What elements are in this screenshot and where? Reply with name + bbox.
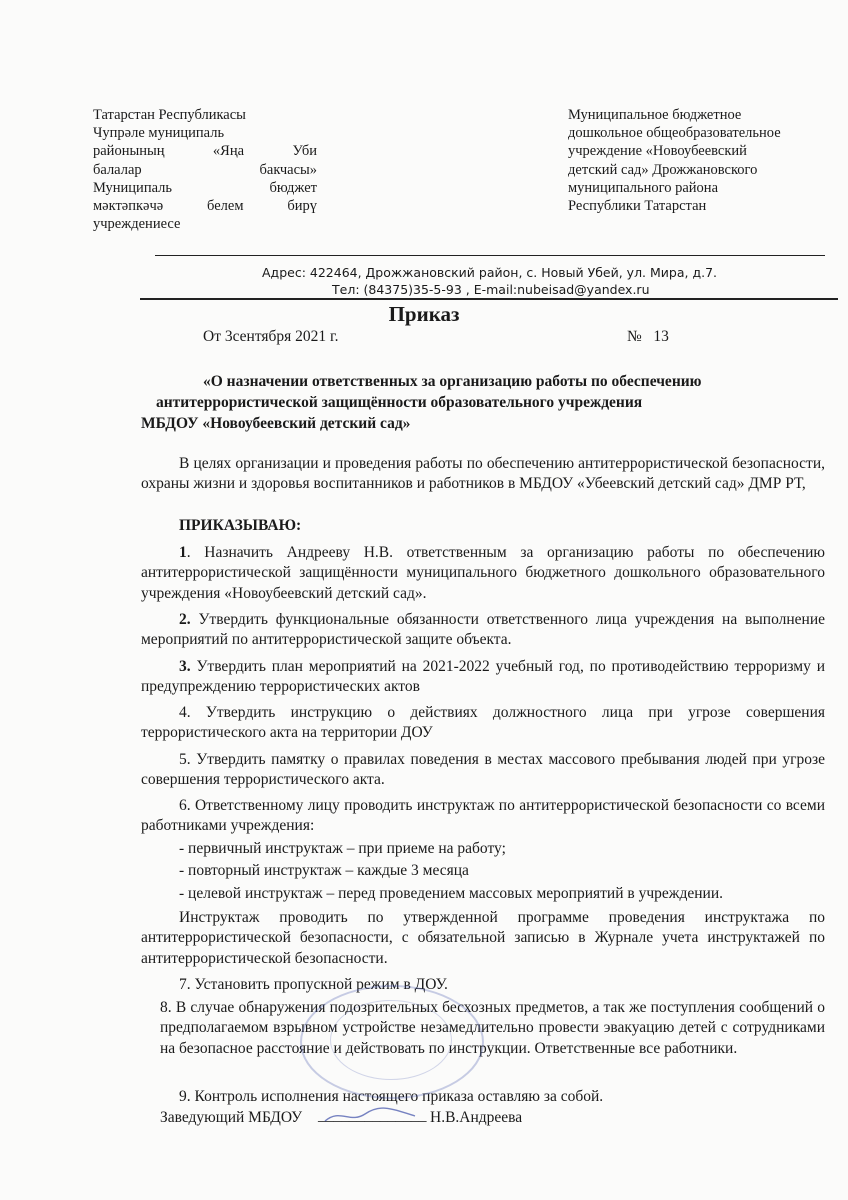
header-left-line: Муниципаль бюджет (93, 179, 317, 196)
item-text: Утвердить функциональные обязанности ответственного лица учреждения на выполнение мероприятий по антитеррористической защите объекта. (141, 611, 825, 649)
official-stamp-inner-ring (330, 1000, 452, 1080)
header-left-line: учреждениесе (93, 216, 181, 233)
header-left-line: районының «Яңа Уби (93, 143, 317, 160)
header-left-line: балалар бакчасы» (93, 161, 317, 178)
signature-line: ______________ (318, 1107, 427, 1124)
header-left-block (93, 106, 317, 233)
header-left-line: Татарстан Республикасы (93, 107, 246, 123)
subject-line: «О назначении ответственных за организацию работы по обеспечению (203, 373, 702, 390)
order-item-1 (141, 543, 825, 604)
header-right-line: дошкольное общеобразовательное (568, 125, 781, 142)
header-divider-top (155, 255, 825, 256)
header-left-line: мәктәпкәчә белем бирү (93, 198, 317, 215)
briefing-item: - первичный инструктаж – при приеме на работу; (179, 840, 506, 857)
order-item-7: 7. Установить пропускной режим в ДОУ. (179, 976, 448, 993)
order-number: № 13 (627, 328, 669, 345)
signature-title: Заведующий МБДОУ (160, 1109, 303, 1126)
item-text: . Назначить Андрееву Н.В. ответственным за организацию работы по обеспечению антитеррористической защищённости муниципального бюджетного дошкольного образовательного учреждения «Новоубеевский детский сад». (141, 544, 825, 602)
order-item-3 (141, 657, 825, 698)
header-right-line: муниципального района (568, 179, 718, 196)
subject-line: МБДОУ «Новоубеевский детский сад» (141, 415, 411, 432)
address-line: Адрес: 422464, Дрожжановский район, с. Новый Убей, ул. Мира, д.7. (262, 265, 717, 280)
briefing-item: - повторный инструктаж – каждые 3 месяца (179, 862, 469, 879)
order-item-5: 5. Утвердить памятку о правилах поведения в местах массового пребывания людей при угрозе совершения террористического акта. (141, 751, 825, 789)
header-right-line: Республики Татарстан (568, 198, 707, 215)
intro-paragraph: В целях организации и проведения работы по обеспечению антитеррористической безопасности, охраны жизни и здоровья воспитанников и работников в МБДОУ «Убеевский детский сад» ДМР РТ, (141, 455, 825, 493)
item-number: 3. (179, 658, 191, 675)
signature-name: Н.В.Андреева (430, 1109, 523, 1126)
briefing-item: - целевой инструктаж – перед проведением массовых мероприятий в учреждении. (179, 885, 723, 902)
header-right-line: детский сад» Дрожжановского (568, 161, 758, 178)
instruction-paragraph: Инструктаж проводить по утвержденной программе проведения инструктажа по антитеррористической безопасности, с обязательной записью в Журнале учета инструктажей по антитеррористической безопасности. (141, 909, 825, 967)
item-text: Утвердить план мероприятий на 2021-2022 учебный год, по противодействию терроризму и предупреждению террористических актов (141, 658, 825, 696)
header-right-line: Муниципальное бюджетное (568, 107, 742, 123)
header-left-line: Чупрәле муниципаль (93, 125, 225, 142)
header-right-block (568, 106, 828, 215)
order-item-4: 4. Утвердить инструкцию о действиях должностного лица при угрозе совершения террористического акта на территории ДОУ (141, 704, 825, 742)
header-divider-bottom (140, 298, 838, 300)
contacts-line: Тел: (84375)35-5-93 , E-mail:nubeisad@yandex.ru (332, 282, 650, 297)
item-number: 1 (179, 544, 187, 561)
handwritten-signature (320, 1106, 420, 1126)
item-number: 2. (179, 611, 191, 628)
order-item-9: 9. Контроль исполнения настоящего приказа оставляю за собой. (179, 1088, 604, 1105)
header-right-line: учреждение «Новоубеевский (568, 143, 747, 160)
order-item-2 (141, 610, 825, 651)
order-item-8: 8. В случае обнаружения подозрительных бесхозных предметов, а так же поступления сообщений о предполагаемом взрывном устройстве незамедлительно провести эвакуацию детей с сотрудниками на безопасное расстояние и действовать по инструкции. Ответственные все работники. (160, 999, 825, 1057)
order-item-6: 6. Ответственному лицу проводить инструктаж по антитеррористической безопасности со всеми работниками учреждения: (141, 797, 825, 835)
subject-line: антитеррористической защищённости образовательного учреждения (156, 394, 643, 411)
order-date: От 3сентября 2021 г. (203, 328, 339, 345)
page-title: Приказ (388, 302, 460, 326)
prikazyvayu-heading: ПРИКАЗЫВАЮ: (179, 517, 302, 534)
